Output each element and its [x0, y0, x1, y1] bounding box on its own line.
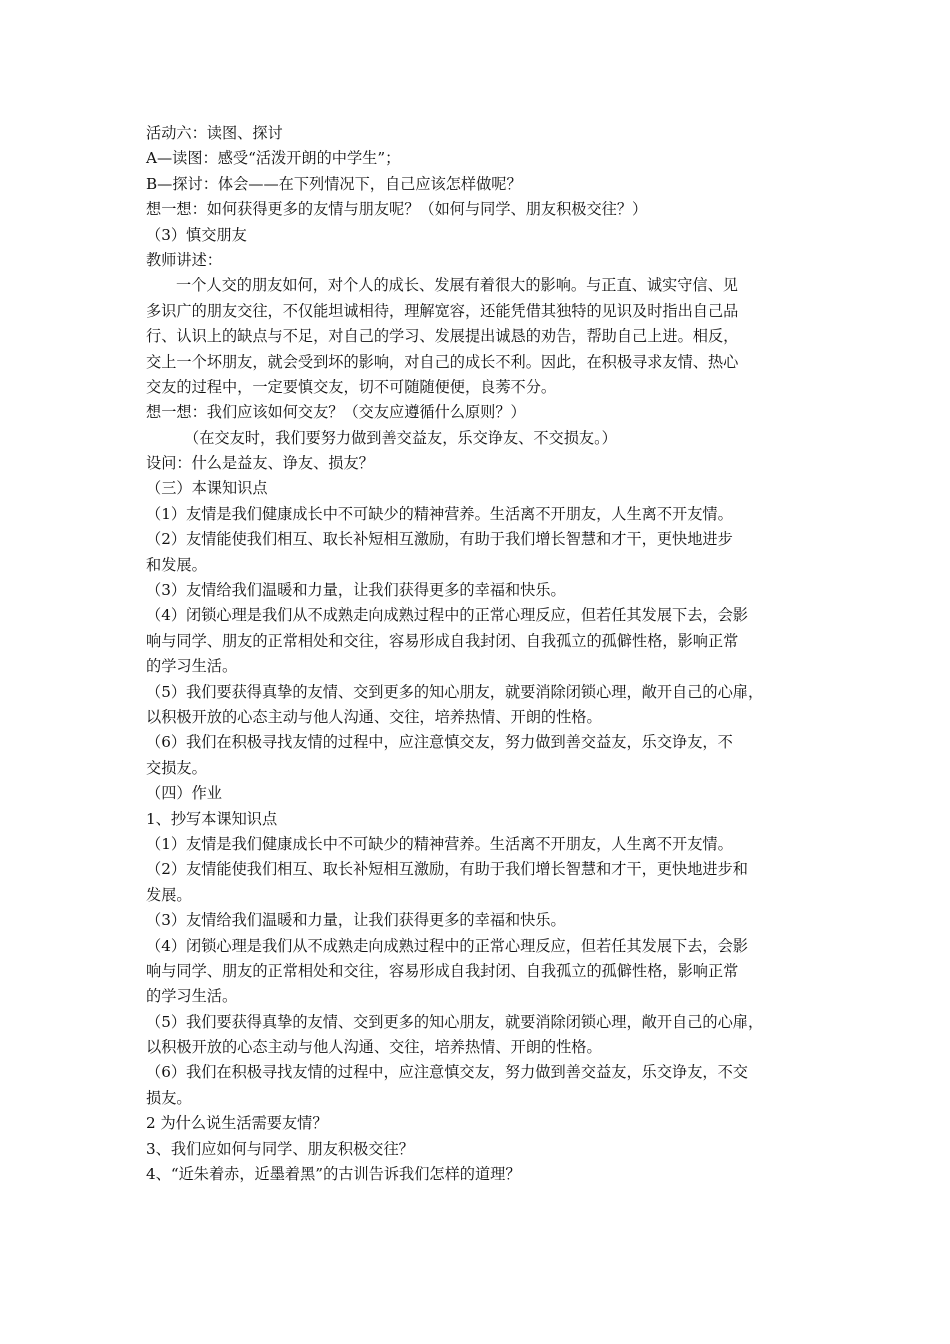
think-question-2: 想一想：我们应该如何交友？（交友应遵循什么原则？） — [146, 403, 526, 422]
lecture-line: 多识广的朋友交往，不仅能坦诚相待，理解宽容，还能凭借其独特的见识及时指出自己品 — [146, 301, 739, 320]
knowledge-line: 以积极开放的心态主动与他人沟通、交往，培养热情、开朗的性格。 — [146, 707, 602, 726]
homework-heading: （四）作业 — [146, 784, 222, 803]
activity-title: 活动六：读图、探讨 — [146, 124, 283, 142]
homework-item-3: 3、我们应如何与同学、朋友积极交往？ — [146, 1139, 414, 1158]
lecture-line: 交友的过程中，一定要慎交友，切不可随随便便，良莠不分。 — [146, 377, 557, 396]
lecture-line: 交上一个坏朋友，就会受到坏的影响，对自己的成长不利。因此，在积极寻求友情、热心 — [146, 352, 739, 371]
activity-discuss: B—探讨：体会——在下列情况下，自己应该怎样做呢？ — [146, 174, 522, 193]
homework-line: 发展。 — [146, 885, 192, 904]
teacher-label: 教师讲述： — [146, 250, 222, 269]
knowledge-line: （6）我们在积极寻找友情的过程中，应注意慎交友，努力做到善交益友，乐交诤友，不 — [146, 733, 733, 752]
homework-item-2: 2 为什么说生活需要友情？ — [146, 1114, 328, 1133]
think-answer: （在交友时，我们要努力做到善交益友，乐交诤友、不交损友。） — [184, 428, 617, 447]
homework-line: 响与同学、朋友的正常相处和交往，容易形成自我封闭、自我孤立的孤僻性格，影响正常 — [146, 961, 739, 980]
lecture-line: 一个人交的朋友如何，对个人的成长、发展有着很大的影响。与正直、诚实守信、见 — [176, 276, 738, 295]
homework-item-4: 4、“近朱着赤，近墨着黑”的古训告诉我们怎样的道理？ — [146, 1165, 521, 1184]
homework-line: 损友。 — [146, 1088, 192, 1107]
knowledge-line: （2）友情能使我们相互、取长补短相互激励，有助于我们增长智慧和才干，更快地进步 — [146, 530, 733, 549]
homework-line: （5）我们要获得真挚的友情、交到更多的知心朋友，就要消除闭锁心理，敞开自己的心扉， — [146, 1012, 764, 1031]
homework-line: （2）友情能使我们相互、取长补短相互激励，有助于我们增长智慧和才干，更快地进步和 — [146, 860, 748, 879]
knowledge-heading: （三）本课知识点 — [146, 479, 268, 498]
homework-line: （6）我们在积极寻找友情的过程中，应注意慎交友，努力做到善交益友，乐交诤友，不交 — [146, 1063, 748, 1082]
document-body — [146, 121, 814, 1187]
homework-line: （1）友情是我们健康成长中不可缺少的精神营养。生活离不开朋友，人生离不开友情。 — [146, 834, 733, 853]
homework-line: 的学习生活。 — [146, 987, 238, 1006]
activity-read-figure: A—读图：感受“活泼开朗的中学生”； — [146, 149, 401, 168]
homework-line: （4）闭锁心理是我们从不成熟走向成熟过程中的正常心理反应，但若任其发展下去，会影 — [146, 936, 748, 955]
think-question-1: 想一想：如何获得更多的友情与朋友呢？（如何与同学、朋友积极交往？） — [146, 200, 648, 219]
knowledge-line: （4）闭锁心理是我们从不成熟走向成熟过程中的正常心理反应，但若任其发展下去，会影 — [146, 606, 748, 625]
knowledge-line: 响与同学、朋友的正常相处和交往，容易形成自我封闭、自我孤立的孤僻性格，影响正常 — [146, 631, 739, 650]
homework-item-1: 1、抄写本课知识点 — [146, 809, 278, 828]
lecture-line: 行、认识上的缺点与不足，对自己的学习、发展提出诚恳的劝告，帮助自己上进。相反， — [146, 327, 739, 346]
knowledge-line: 和发展。 — [146, 555, 207, 574]
knowledge-line: 交损友。 — [146, 758, 207, 777]
knowledge-line: （3）友情给我们温暖和力量，让我们获得更多的幸福和快乐。 — [146, 581, 566, 600]
section-heading-choose-friends: （3）慎交朋友 — [146, 225, 247, 244]
knowledge-line: （5）我们要获得真挚的友情、交到更多的知心朋友，就要消除闭锁心理，敞开自己的心扉， — [146, 682, 764, 701]
homework-line: （3）友情给我们温暖和力量，让我们获得更多的幸福和快乐。 — [146, 911, 566, 930]
knowledge-line: 的学习生活。 — [146, 657, 238, 676]
homework-line: 以积极开放的心态主动与他人沟通、交往，培养热情、开朗的性格。 — [146, 1038, 602, 1057]
knowledge-line: （1）友情是我们健康成长中不可缺少的精神营养。生活离不开朋友，人生离不开友情。 — [146, 504, 733, 523]
question-friend-types: 设问：什么是益友、诤友、损友？ — [146, 454, 374, 473]
